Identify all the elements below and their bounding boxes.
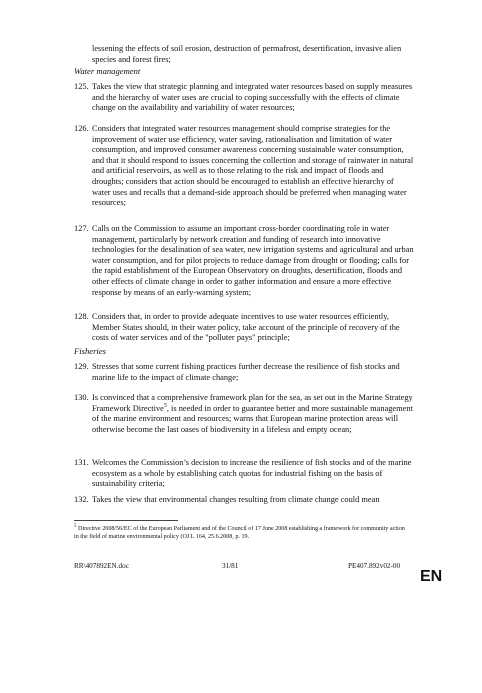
paragraph-text: Takes the view that strategic planning and integrated water resources based on supply measures and the hierarchy of water uses are crucial to coping successfully with the effects of climate change on the availability and variability of water resources; — [92, 82, 413, 113]
paragraph-text — [92, 393, 414, 435]
footnote-number: 5 — [74, 523, 77, 529]
footer-reference: PE407.892v02-00 — [348, 562, 401, 570]
footer-document-name: RR\407892EN.doc — [74, 562, 129, 570]
paragraph-number: 130. — [74, 393, 89, 402]
paragraph-number: 128. — [74, 312, 89, 321]
paragraph-128 — [74, 312, 414, 344]
paragraph-text-part: , is needed in order to guarantee better and more sustainable management of the marine environment and resources; warns that European marine protection areas will otherwise become the last oases of biodiversity in a lifeless and empty ocean; — [92, 403, 413, 434]
paragraph-132 — [74, 495, 414, 506]
footnote-text: Directive 2008/56/EC of the European Parliament and of the Council of 17 June 2008 establishing a framework for community action in the field of marine environmental policy (OJ L 164, 25.6.2008, p. 19. — [74, 526, 405, 540]
paragraph-number: 129. — [74, 362, 89, 371]
section-heading-fisheries: Fisheries — [74, 346, 106, 356]
paragraph-131 — [74, 458, 414, 490]
paragraph-number: 127. — [74, 224, 89, 233]
paragraph-text: Welcomes the Commission’s decision to increase the resilience of fish stocks and of the marine ecosystem as a whole by establishing catch quotas for industrial fishing on the basis of sustainability criteria; — [92, 458, 412, 489]
paragraph-text: Takes the view that environmental changes resulting from climate change could mean — [92, 495, 380, 504]
paragraph-126 — [74, 124, 414, 209]
paragraph-129 — [74, 362, 414, 383]
language-code: EN — [420, 568, 443, 585]
paragraph-text: Stresses that some current fishing practices further decrease the resilience of fish stocks and marine life to the impact of climate change; — [92, 362, 400, 382]
paragraph-text: Considers that integrated water resources management should comprise strategies for the improvement of water use efficiency, water saving, rationalisation and limitation of water consumption, and improved consumer awareness concerning sustainable water consumption, and that it should respond to issues concerning the collection and storage of rainwater in natural and artificial reservoirs, as well as to those relating to the risk and impact of floods and droughts; considers that action should be encouraged to establish an effective hierarchy of water uses and recalls that a demand-side approach should be preferred when managing water resources; — [92, 124, 414, 208]
continued-paragraph-fragment: lessening the effects of soil erosion, destruction of permafrost, desertification, invasive alien species and forest fires; — [92, 44, 402, 64]
paragraph-number: 132. — [74, 495, 89, 504]
footnote-reference[interactable]: 5 — [163, 402, 167, 409]
footer-page-number: 31/81 — [222, 562, 239, 570]
paragraph-text-part: Is convinced that a comprehensive framework plan for the sea, as set out in the Marine Strategy Framework Directive — [92, 393, 413, 413]
paragraph-number: 125. — [74, 82, 89, 91]
footnote-separator — [74, 520, 178, 521]
paragraph-130 — [74, 393, 414, 435]
paragraph-127 — [74, 224, 414, 298]
paragraph-number: 131. — [74, 458, 89, 467]
section-heading-water-management: Water management — [74, 66, 141, 76]
paragraph-125 — [74, 82, 414, 114]
paragraph-number: 126. — [74, 124, 89, 133]
paragraph-text: Calls on the Commission to assume an important cross-border coordinating role in water management, particularly by network creation and funding of research into innovative technologies for the desalination of sea water, new irrigation systems and agricultural and urban water consumption, and for pilot projects to reduce damage from drought or flooding; calls for the rapid establishment of the European Observatory on droughts, desertification, floods and other effects of climate change in order to gather information and ensure a more effective response by means of an early-warning system; — [92, 224, 414, 297]
footnote — [74, 525, 410, 541]
paragraph-text: Considers that, in order to provide adequate incentives to use water resources efficiently, Member States should, in their water policy, take account of the principle of recovery of the costs of water services and of the "polluter pays" principle; — [92, 312, 400, 343]
